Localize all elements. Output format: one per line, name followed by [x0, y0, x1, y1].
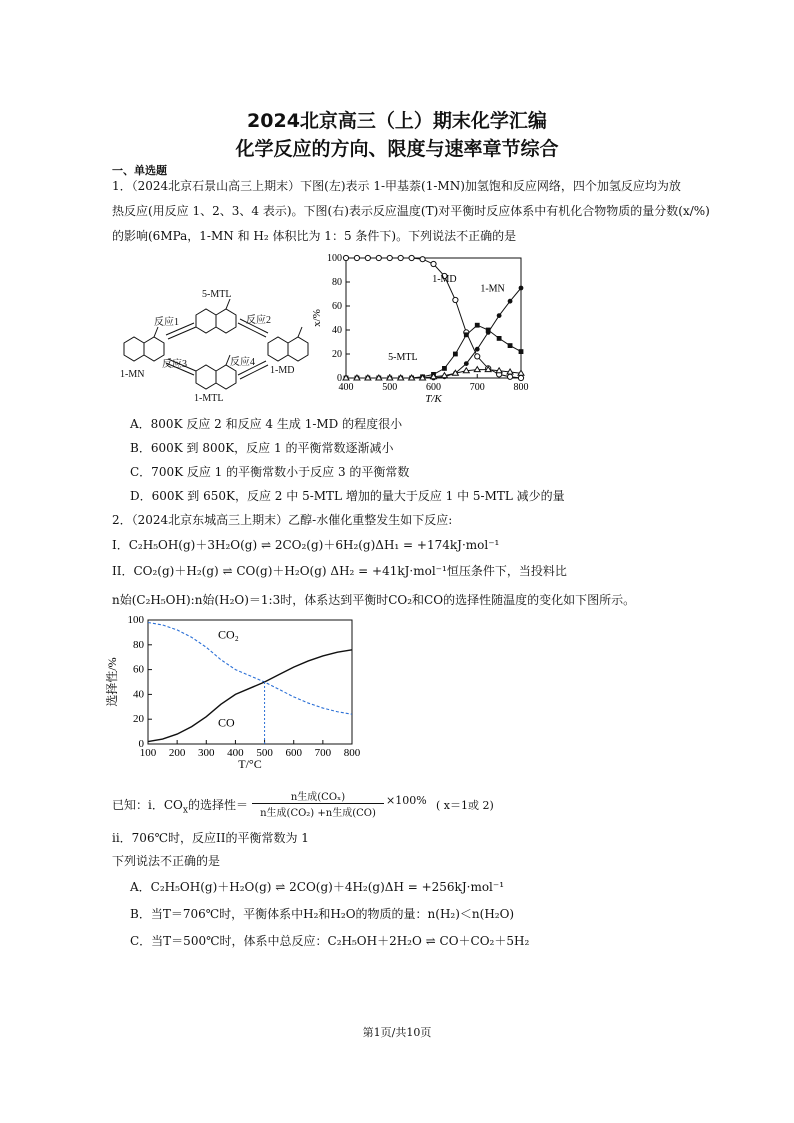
x-tick-label: 800: [513, 382, 529, 393]
y-axis-label: x/%: [311, 309, 323, 327]
q1-option-b[interactable]: B．600K 到 800K，反应 1 的平衡常数逐渐减小: [130, 441, 394, 455]
x-tick-label: 300: [198, 747, 215, 759]
selectivity-numerator: n生成(COₓ): [252, 788, 384, 804]
y-tick-label: 0: [337, 373, 342, 384]
series-label-5-mtl: 5-MTL: [388, 352, 418, 363]
data-point: [431, 261, 436, 266]
data-point: [343, 255, 348, 260]
q1-option-a[interactable]: A．800K 反应 2 和反应 4 生成 1-MD 的程度很小: [130, 417, 403, 431]
reaction-scheme: [114, 285, 324, 405]
data-point: [453, 352, 458, 357]
q2-option-c[interactable]: C．当T＝500℃时，体系中总反应：C₂H₅OH＋2H₂O ⇌ CO＋CO₂＋5H₂: [130, 934, 530, 948]
label-1-mn: 1-MN: [120, 369, 145, 380]
label-reaction-4: 反应4: [230, 357, 255, 368]
x-tick-label: 700: [314, 747, 332, 759]
y-tick-label: 100: [327, 253, 342, 264]
data-point: [497, 336, 502, 341]
data-point: [398, 255, 403, 260]
document-subtitle: 化学反应的方向、限度与速率章节综合: [235, 138, 559, 160]
label-5-mtl: 5-MTL: [202, 289, 232, 300]
data-point: [420, 257, 425, 262]
y-tick-label: 80: [133, 638, 144, 651]
series-line-1-MN: [346, 288, 521, 378]
q2-known-i: [112, 788, 532, 822]
q1-option-d[interactable]: D．600K 到 650K，反应 2 中 5-MTL 增加的量大于反应 1 中 5-MTL 减少的量: [130, 489, 565, 503]
data-point: [475, 347, 480, 352]
data-point: [376, 255, 381, 260]
plot-frame: [148, 620, 352, 744]
x-tick-label: 600: [426, 382, 441, 393]
chart-mole-fraction-vs-temperature: [300, 250, 540, 410]
data-point: [464, 332, 469, 337]
data-point: [354, 255, 359, 260]
series-label-co: CO: [217, 715, 235, 730]
known-sub: x: [182, 805, 188, 816]
x-tick-label: 500: [256, 747, 273, 759]
data-point: [442, 366, 447, 371]
y-tick-label: 20: [133, 713, 144, 726]
label-1-mtl: 1-MTL: [194, 393, 224, 404]
data-point: [475, 354, 480, 359]
known-condition: ( x＝1或 2): [436, 799, 494, 812]
q2-stem: 2．（2024北京东城高三上期末）乙醇-水催化重整发生如下反应:: [112, 513, 453, 527]
known-mid: 的选择性＝: [187, 798, 248, 812]
data-point: [409, 255, 414, 260]
q1-stem-line2: 热反应(用反应 1、2、3、4 表示)。下图(右)表示反应温度(T)对平衡时反应体系中有机化合物物质的量分数(x/%): [112, 204, 710, 218]
data-point: [519, 349, 524, 354]
q1-stem-line1: 1．（2024北京石景山高三上期末）下图(左)表示 1-甲基萘(1-MN)加氢饱和反应网络，四个加氢反应均为放: [112, 179, 681, 193]
page-footer: 第1页/共10页: [362, 1026, 432, 1039]
q2-feed-ratio: n始(C₂H₅OH):n始(H₂O)＝1:3时，体系达到平衡时CO₂和CO的选择性随温度的变化如下图所示。: [112, 593, 636, 607]
selectivity-denominator: n生成(CO₂) +n生成(CO): [260, 808, 376, 819]
data-point: [387, 255, 392, 260]
x-tick-label: 700: [469, 382, 485, 393]
series-label-1-mn: 1-MN: [480, 283, 505, 295]
label-reaction-3: 反应3: [162, 359, 187, 370]
x-tick-label: 600: [285, 747, 302, 759]
data-point: [464, 361, 469, 366]
x-tick-label: 400: [227, 747, 244, 759]
label-reaction-1: 反应1: [154, 317, 179, 328]
q1-option-c[interactable]: C．700K 反应 1 的平衡常数小于反应 3 的平衡常数: [130, 465, 410, 479]
section-heading: 一、单选题: [112, 164, 167, 177]
known-suffix: ×100%: [386, 794, 427, 807]
data-point: [453, 297, 458, 302]
x-tick-label: 800: [343, 747, 361, 759]
y-tick-label: 40: [332, 325, 342, 336]
q2-reaction-1: I．C₂H₅OH(g)＋3H₂O(g) ⇌ 2CO₂(g)＋6H₂(g)ΔH₁ = +174kJ·mol⁻¹: [112, 538, 500, 552]
data-point: [475, 323, 480, 328]
x-tick-label: 100: [139, 747, 157, 759]
q2-known-ii: ii．706℃时，反应II的平衡常数为 1: [112, 831, 309, 845]
data-point: [507, 374, 512, 379]
data-point: [365, 255, 370, 260]
known-prefix: 已知：i．CO: [112, 798, 183, 812]
5-mtl-structure: [196, 299, 236, 333]
q1-stem-line3: 的影响(6MPa，1-MN 和 H₂ 体积比为 1：5 条件下)。下列说法不正确的是: [112, 229, 517, 243]
x-tick-label: 200: [168, 747, 186, 759]
label-1-md: 1-MD: [270, 365, 295, 376]
data-point: [518, 375, 523, 380]
data-point: [508, 299, 513, 304]
x-tick-label: 400: [338, 382, 354, 393]
q2-option-b[interactable]: B．当T＝706℃时，平衡体系中H₂和H₂O的物质的量：n(H₂)＜n(H₂O): [130, 907, 515, 921]
series-line-co: [148, 650, 352, 742]
y-tick-label: 20: [332, 349, 342, 360]
data-point: [508, 343, 513, 348]
y-tick-label: 0: [138, 738, 144, 750]
document-title: 2024北京高三（上）期末化学汇编: [247, 110, 547, 132]
y-tick-label: 60: [133, 663, 144, 676]
q2-option-a[interactable]: A．C₂H₅OH(g)＋H₂O(g) ⇌ 2CO(g)＋4H₂(g)ΔH = +256kJ·mol⁻¹: [130, 880, 505, 894]
y-tick-label: 40: [133, 688, 144, 701]
series-label-co2: CO₂: [217, 627, 239, 642]
q2-reaction-2: II．CO₂(g)＋H₂(g) ⇌ CO(g)＋H₂O(g) ΔH₂ = +41kJ·mol⁻¹恒压条件下，当投料比: [112, 564, 567, 578]
data-point: [497, 313, 502, 318]
data-point: [519, 286, 524, 291]
y-tick-label: 60: [332, 301, 342, 312]
y-axis-label: 选择性/%: [105, 657, 119, 707]
x-axis-label: T/°C: [238, 757, 262, 771]
chart-selectivity-vs-temperature: [104, 612, 366, 778]
1-mn-structure: [124, 327, 164, 361]
x-tick-label: 500: [382, 382, 398, 393]
y-tick-label: 80: [332, 277, 342, 288]
series-label-1-md: 1-MD: [432, 274, 457, 285]
data-point: [486, 328, 491, 333]
q2-ask: 下列说法不正确的是: [112, 854, 221, 868]
label-reaction-2: 反应2: [246, 315, 271, 326]
x-axis-label: T/K: [425, 393, 442, 405]
series-line-co2: [148, 622, 352, 714]
y-tick-label: 100: [127, 614, 144, 626]
